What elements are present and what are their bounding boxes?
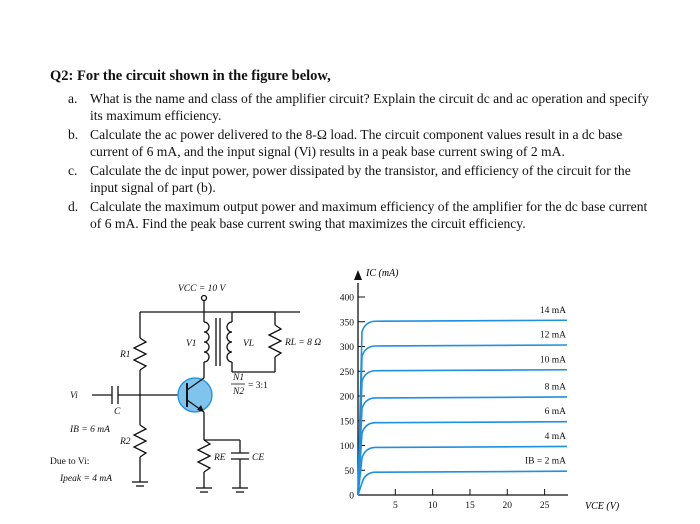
vl-label: VL bbox=[243, 339, 255, 349]
y-axis-arrow bbox=[354, 270, 362, 280]
r2-label: R2 bbox=[120, 437, 131, 447]
secondary-coil bbox=[227, 322, 232, 362]
r2-resistor bbox=[134, 425, 146, 457]
r1-label: R1 bbox=[120, 350, 131, 360]
x-tick-label: 5 bbox=[392, 501, 398, 511]
y-tick-label: 0 bbox=[349, 491, 354, 502]
r1-resistor bbox=[134, 338, 146, 370]
ib-curve-label: 12 mA bbox=[539, 330, 566, 341]
vcc-label: VCC = 10 V bbox=[178, 284, 226, 294]
re-resistor bbox=[198, 440, 210, 472]
item-letter: b. bbox=[68, 127, 79, 142]
v1-label: V1 bbox=[186, 339, 197, 349]
ib-curve bbox=[358, 471, 567, 495]
y-tick-label: 50 bbox=[344, 466, 354, 477]
item-letter: a. bbox=[68, 91, 78, 106]
y-tick-label: 250 bbox=[339, 367, 354, 378]
y-tick-label: 200 bbox=[339, 392, 354, 403]
ib-curve bbox=[358, 370, 567, 495]
question-title: Q2: For the circuit shown in the figure below, bbox=[50, 68, 331, 84]
ib-curve-label: IB = 2 mA bbox=[525, 456, 566, 467]
ce-label: CE bbox=[252, 453, 265, 463]
ib-curve-label: 6 mA bbox=[544, 407, 566, 418]
item-text: What is the name and class of the amplifier circuit? Explain the circuit dc and ac operation and specify its maximum efficiency. bbox=[90, 91, 649, 123]
item-text: Calculate the maximum output power and maximum efficiency of the amplifier for the dc base current of 6 mA. Find the peak base current swing that maximizes the circuit efficiency. bbox=[90, 199, 648, 231]
vi-label: Vi bbox=[70, 391, 78, 401]
ib-label: IB = 6 mA bbox=[70, 425, 110, 435]
x-axis-label: VCE (V) bbox=[585, 501, 620, 512]
c-label: C bbox=[114, 407, 121, 417]
y-tick-label: 400 bbox=[339, 293, 354, 304]
ib-curve-label: 8 mA bbox=[544, 382, 566, 393]
n1-label: N1 bbox=[233, 373, 245, 383]
re-label: RE bbox=[214, 453, 226, 463]
ic-vce-chart bbox=[340, 268, 620, 512]
item-letter: c. bbox=[68, 163, 78, 178]
y-tick-label: 150 bbox=[339, 417, 354, 428]
n2-label: N2 bbox=[233, 387, 245, 397]
y-axis-label: IC (mA) bbox=[366, 268, 399, 279]
ipeak-label: Ipeak = 4 mA bbox=[60, 474, 113, 484]
item-text: Calculate the dc input power, power dissipated by the transistor, and efficiency of the circuit for the input signal of part (b). bbox=[90, 163, 631, 195]
item-text: Calculate the ac power delivered to the 8-Ω load. The circuit component values result in a dc base current of 6 mA, and the input signal (Vi) results in a peak base current swing of 2 mA. bbox=[90, 127, 623, 159]
transistor-symbol bbox=[178, 378, 212, 412]
rl-label: RL = 8 Ω bbox=[285, 338, 322, 348]
x-tick-label: 15 bbox=[465, 501, 475, 511]
ib-curve-label: 4 mA bbox=[544, 431, 566, 442]
x-tick-label: 20 bbox=[502, 501, 513, 511]
due-to-label: Due to Vi: bbox=[50, 457, 90, 467]
item-letter: d. bbox=[68, 199, 79, 214]
ib-curve-label: 10 mA bbox=[539, 355, 566, 366]
rl-resistor bbox=[269, 325, 281, 357]
x-tick-label: 10 bbox=[427, 501, 438, 511]
y-tick-label: 350 bbox=[339, 318, 354, 329]
ratio-value: = 3:1 bbox=[248, 381, 268, 391]
x-tick-label: 25 bbox=[539, 501, 550, 511]
y-tick-label: 100 bbox=[339, 442, 354, 452]
ib-curve-label: 14 mA bbox=[539, 305, 566, 316]
y-tick-label: 300 bbox=[339, 343, 354, 353]
primary-coil bbox=[204, 322, 209, 362]
